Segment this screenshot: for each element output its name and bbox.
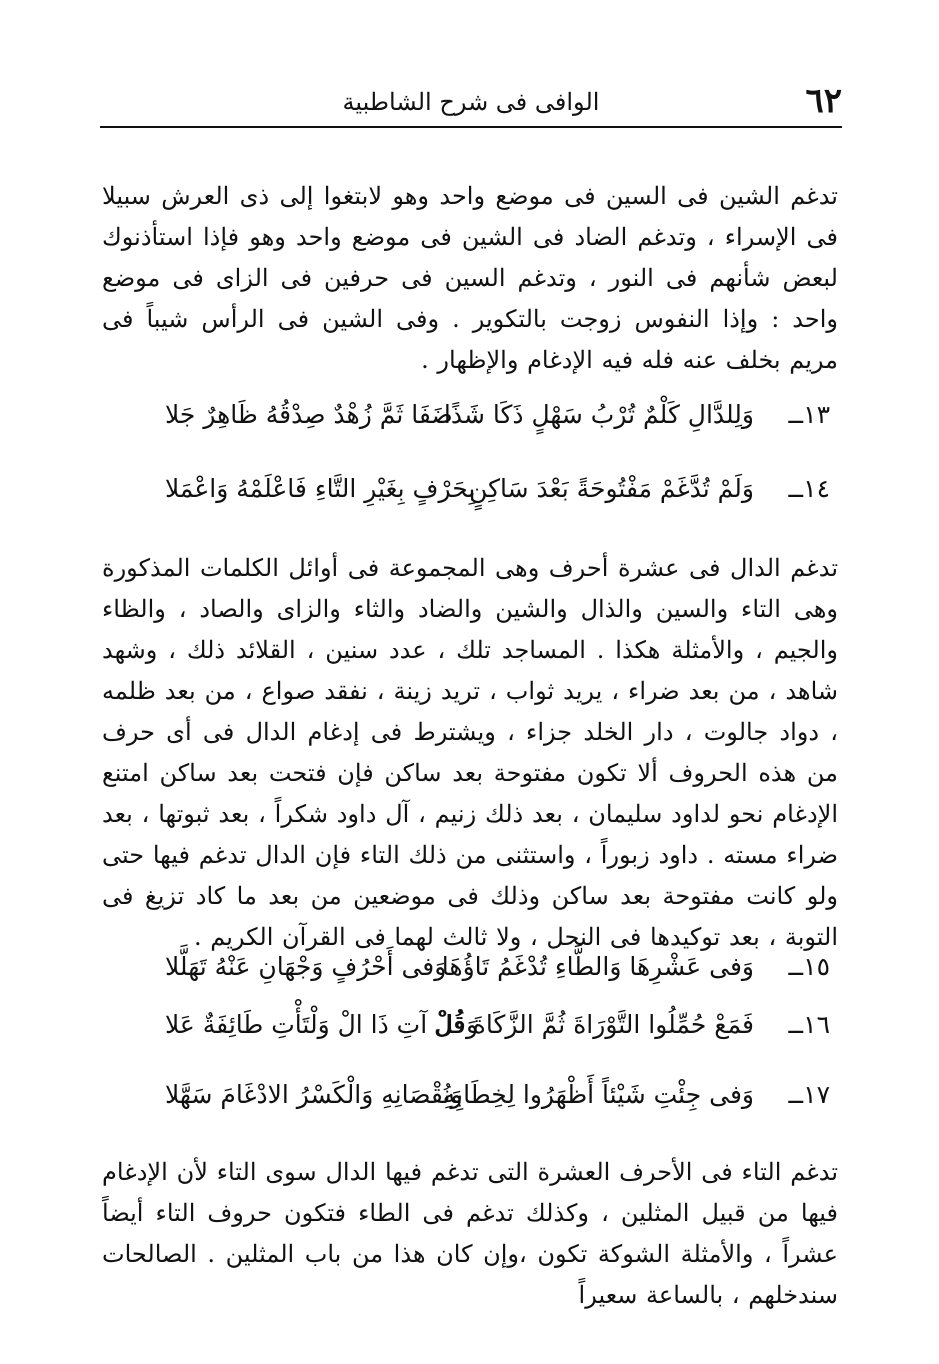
verse-second-hemistich: وَنُقْصَانِهِ وَالْكَسْرُ الادْغَامَ سَهَّلا bbox=[165, 1080, 463, 1109]
page-number: ٦٢ bbox=[805, 81, 842, 121]
verse-first-hemistich: فَمَعْ حُمِّلُوا التَّوْرَاةَ ثُمَّ الزَّكَاةَ قُلْ bbox=[433, 1010, 754, 1039]
running-title: الوافى فى شرح الشاطبية bbox=[342, 88, 600, 116]
verse-number: ١٤ــ bbox=[788, 474, 830, 503]
verse-first-hemistich: وَلِلدَّالِ كَلْمٌ تُرْبُ سَهْلٍ ذَكَا شَذًا bbox=[443, 400, 754, 429]
verse-first-hemistich: وَفى جِئْتِ شَيْئاً أَظْهَرُوا لِخِطَابِهِ bbox=[442, 1080, 754, 1109]
verse-16 bbox=[165, 1002, 830, 1048]
verse-number: ١٥ــ bbox=[788, 952, 830, 981]
verse-number: ١٦ــ bbox=[788, 1010, 830, 1039]
verse-first-hemistich: وَفى عَشْرِهَا وَالطَّاءِ تُدْغَمُ تَاؤُهَا bbox=[441, 952, 754, 981]
verse-15 bbox=[165, 944, 830, 990]
verse-number: ١٣ــ bbox=[788, 400, 830, 429]
verse-second-hemistich: وَفى أَحْرُفٍ وَجْهَانِ عَنْهُ تَهَلَّلا bbox=[165, 952, 447, 981]
verse-13 bbox=[165, 392, 830, 438]
header-rule bbox=[100, 126, 842, 128]
verse-17 bbox=[165, 1072, 830, 1118]
paragraph-dal: تدغم الدال فى عشرة أحرف وهى المجموعة فى أوائل الكلمات المذكورة وهى التاء والسين والذال والشين والضاد والثاء والزاى والصاد ، والظاء والجيم ، والأمثلة هكذا . المساجد تلك ، عدد سنين ، القلائد ذلك ، وشهد شاهد ، من بعد ضراء ، يريد ثواب ، تريد زينة ، نفقد صواع ، من بعد ظلمه ، دواد جالوت ، دار الخلد جزاء ، ويشترط فى إدغام الدال فى أى حرف من هذه الحروف ألا تكون مفتوحة بعد ساكن فإن فتحت بعد ساكن امتنع الإدغام نحو لداود سليمان ، بعد ذلك زنيم ، آل داود شكراً ، بعد ثبوتها ، بعد ضراء مسته . داود زبوراً ، واستثنى من ذلك التاء فإن الدال تدغم فيها حتى ولو كانت مفتوحة بعد ساكن وذلك فى موضعين من بعد ما كاد تزيغ فى التوبة ، بعد توكيدها فى النحل ، ولا ثالث لهما فى القرآن الكريم . bbox=[102, 554, 838, 951]
paragraph-shin-dad-sin: تدغم الشين فى السين فى موضع واحد وهو لابتغوا إلى ذى العرش سبيلا فى الإسراء ، وتدغم الضاد فى الشين فى موضع واحد وهو فإذا استأذنوك لبعض شأنهم فى النور ، وتدغم السين فى حرفين فى الزاى فى موضع واحد : وإذا النفوس زوجت بالتكوير . وفى الشين فى الرأس شيباً فى مريم بخلف عنه فله فيه الإدغام والإظهار . bbox=[102, 182, 838, 374]
verse-first-hemistich: وَلَمْ تُدَّغَمْ مَفْتُوحَةً بَعْدَ سَاكِنٍ bbox=[469, 474, 754, 503]
paragraph-ta: تدغم التاء فى الأحرف العشرة التى تدغم فيها الدال سوى التاء لأن الإدغام فيها من قبيل المثلين ، وكذلك تدغم فى الطاء فتكون حروف التاء أيضاً عشراً ، والأمثلة الشوكة تكون ،وإن كان هذا من باب المثلين . الصالحات سندخلهم ، بالساعة سعيراً bbox=[102, 1158, 838, 1309]
page-header bbox=[100, 78, 842, 124]
verse-second-hemistich: ضَفَا ثَمَّ زُهْدٌ صِدْقُهُ ظَاهِرٌ جَلا bbox=[165, 400, 453, 429]
verse-second-hemistich: بِحَرْفٍ بِغَيْرِ التَّاءِ فَاعْلَمْهُ وَاعْمَلا bbox=[165, 474, 476, 503]
verse-number: ١٧ــ bbox=[788, 1080, 830, 1109]
verse-second-hemistich: وَقُلْ آتِ ذَا الْ وَلْتَأْتِ طَائِفَةٌ عَلا bbox=[165, 1010, 479, 1039]
verse-14 bbox=[165, 466, 830, 512]
